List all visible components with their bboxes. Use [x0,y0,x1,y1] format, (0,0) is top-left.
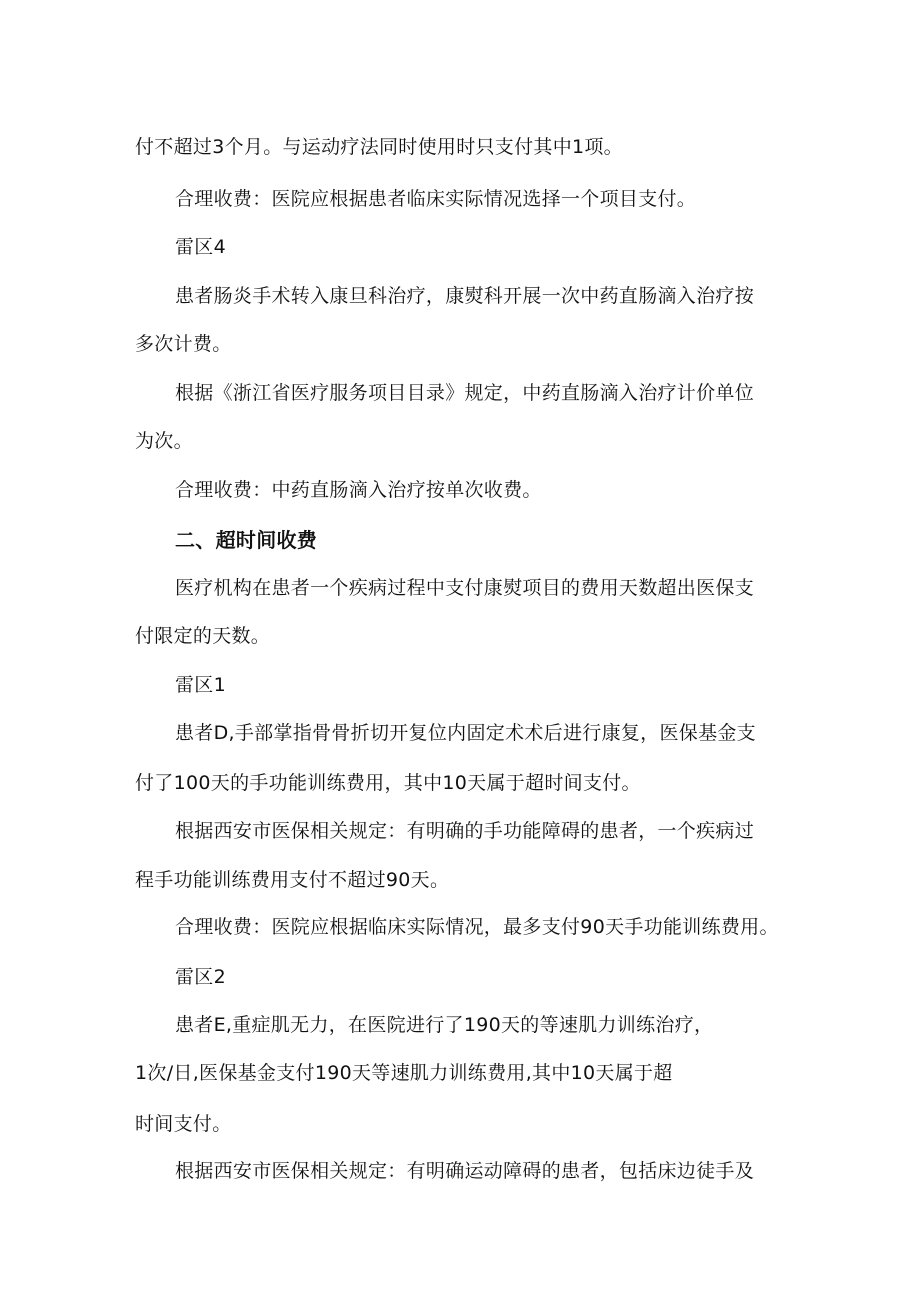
paragraph-line: 为次。 [135,430,193,452]
paragraph-line: 合理收费：医院应根据患者临床实际情况选择一个项目支付。 [175,188,697,210]
paragraph-line: 根据西安市医保相关规定：有明确的手功能障碍的患者，一个疾病过 [175,820,755,842]
paragraph-line: 多次计费。 [135,333,232,355]
paragraph-line: 付限定的天数。 [135,625,271,647]
subheading: 雷区1 [175,674,226,696]
paragraph-line: 医疗机构在患者一个疾病过程中支付康熨项目的费用天数超出医保支 [175,577,755,599]
paragraph-line: 1次/日,医保基金支付190天等速肌力训练费用,其中10天属于超 [135,1062,673,1084]
subheading: 雷区2 [175,966,226,988]
paragraph-line: 付不超过3个月。与运动疗法同时使用时只支付其中1项。 [135,136,623,158]
paragraph-line: 患者E,重症肌无力，在医院进行了190天的等速肌力训练治疗， [175,1014,714,1036]
paragraph-line: 程手功能训练费用支付不超过90天。 [135,869,450,891]
paragraph-line: 根据西安市医保相关规定：有明确运动障碍的患者，包括床边徒手及 [175,1160,755,1182]
paragraph-line: 合理收费：中药直肠滴入治疗按单次收费。 [175,479,542,501]
paragraph-line: 患者肠炎手术转入康旦科治疗，康熨科开展一次中药直肠滴入治疗按 [175,285,755,307]
paragraph-line: 时间支付。 [135,1113,232,1135]
paragraph-line: 合理收费：医院应根据临床实际情况，最多支付90天手功能训练费用。 [175,916,779,938]
paragraph-line: 患者D,手部掌指骨骨折切开复位内固定术术后进行康复，医保基金支 [175,722,756,744]
subheading: 雷区4 [175,236,226,258]
paragraph-line: 付了100天的手功能训练费用，其中10天属于超时间支付。 [135,772,641,794]
paragraph-line: 根据《浙江省医疗服务项目目录》规定，中药直肠滴入治疗计价单位 [175,382,755,404]
section-heading: 二、超时间收费 [175,528,318,552]
